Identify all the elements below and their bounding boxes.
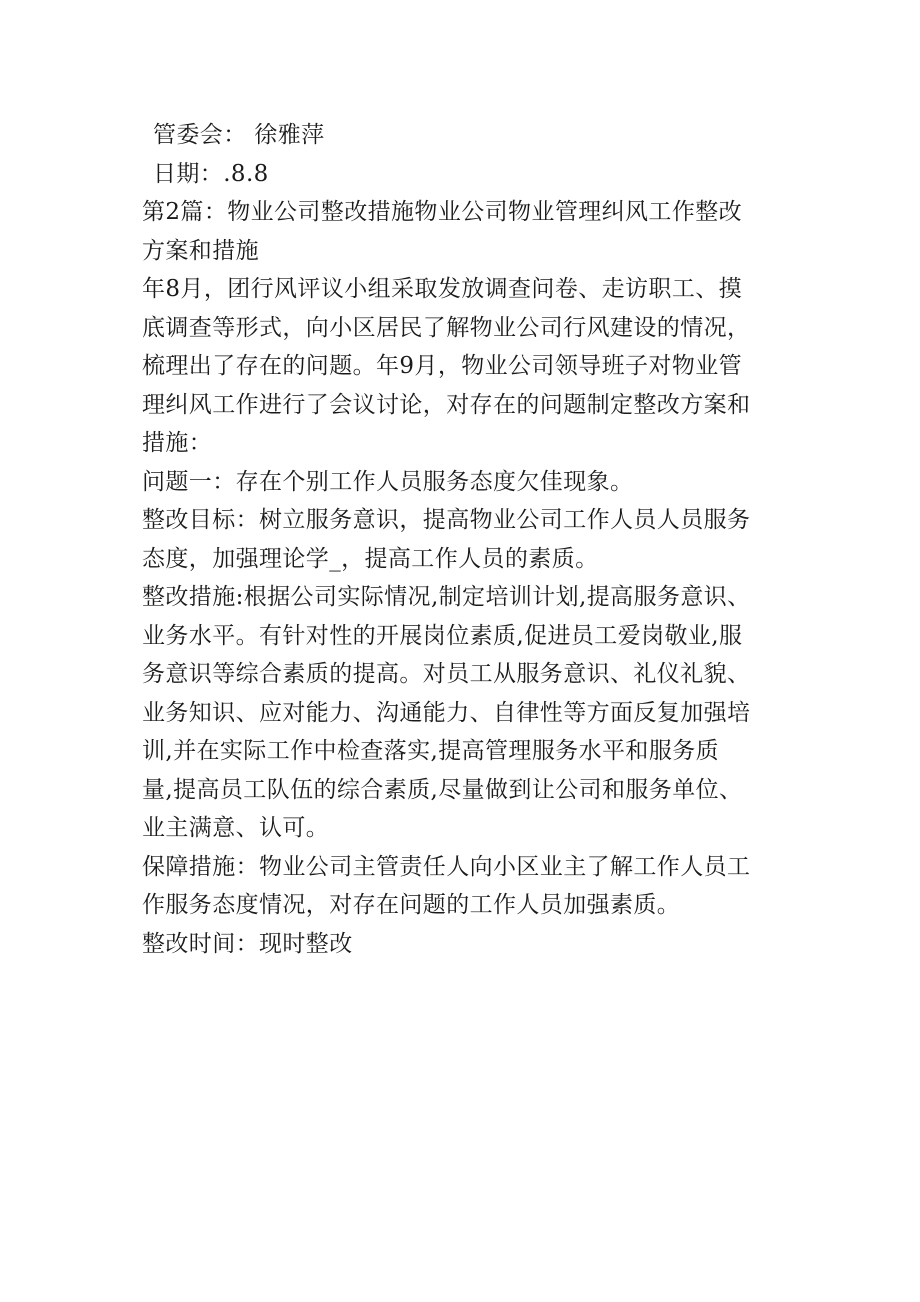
measures-paragraph-line: 业主满意、认可。 bbox=[142, 815, 330, 841]
intro-paragraph-line: 梳理出了存在的问题。年9月，物业公司领导班子对物业管 bbox=[142, 353, 743, 379]
date-line: 日期：.8.8 bbox=[153, 160, 269, 187]
chapter-title-line-1: 第2篇：物业公司整改措施物业公司物业管理纠风工作整改 bbox=[142, 199, 743, 225]
committee-line: 管委会： 徐雅萍 bbox=[153, 122, 325, 148]
measures-paragraph-line: 整改措施:根据公司实际情况,制定培训计划,提高服务意识、 bbox=[142, 584, 751, 610]
goal-paragraph-line: 态度，加强理论学_，提高工作人员的素质。 bbox=[142, 545, 599, 572]
measures-paragraph-line: 量,提高员工队伍的综合素质,尽量做到让公司和服务单位、 bbox=[142, 776, 743, 803]
measures-paragraph-line: 业务知识、应对能力、沟通能力、自律性等方面反复加强培 bbox=[142, 699, 751, 726]
intro-paragraph-line: 年8月，团行风评议小组采取发放调查问卷、走访职工、摸 bbox=[142, 276, 743, 302]
intro-paragraph-line: 措施： bbox=[142, 430, 213, 456]
measures-paragraph-line: 训,并在实际工作中检查落实,提高管理服务水平和服务质 bbox=[142, 738, 720, 764]
measures-paragraph-line: 业务水平。有针对性的开展岗位素质,促进员工爱岗敬业,服 bbox=[142, 622, 743, 649]
intro-paragraph-line: 底调查等形式，向小区居民了解物业公司行风建设的情况， bbox=[142, 314, 751, 341]
chapter-title-line-2: 方案和措施 bbox=[142, 237, 259, 264]
measures-paragraph-line: 务意识等综合素质的提高。对员工从服务意识、礼仪礼貌、 bbox=[142, 661, 751, 687]
intro-paragraph-line: 理纠风工作进行了会议讨论，对存在的问题制定整改方案和 bbox=[142, 391, 751, 418]
timeline-line: 整改时间：现时整改 bbox=[142, 930, 353, 957]
document-body bbox=[142, 116, 792, 963]
goal-paragraph-line: 整改目标：树立服务意识，提高物业公司工作人员人员服务 bbox=[142, 507, 751, 533]
guarantee-paragraph-line: 保障措施：物业公司主管责任人向小区业主了解工作人员工 bbox=[142, 853, 751, 880]
problem-one-line: 问题一：存在个别工作人员服务态度欠佳现象。 bbox=[142, 468, 634, 495]
guarantee-paragraph-line: 作服务态度情况，对存在问题的工作人员加强素质。 bbox=[142, 892, 681, 918]
